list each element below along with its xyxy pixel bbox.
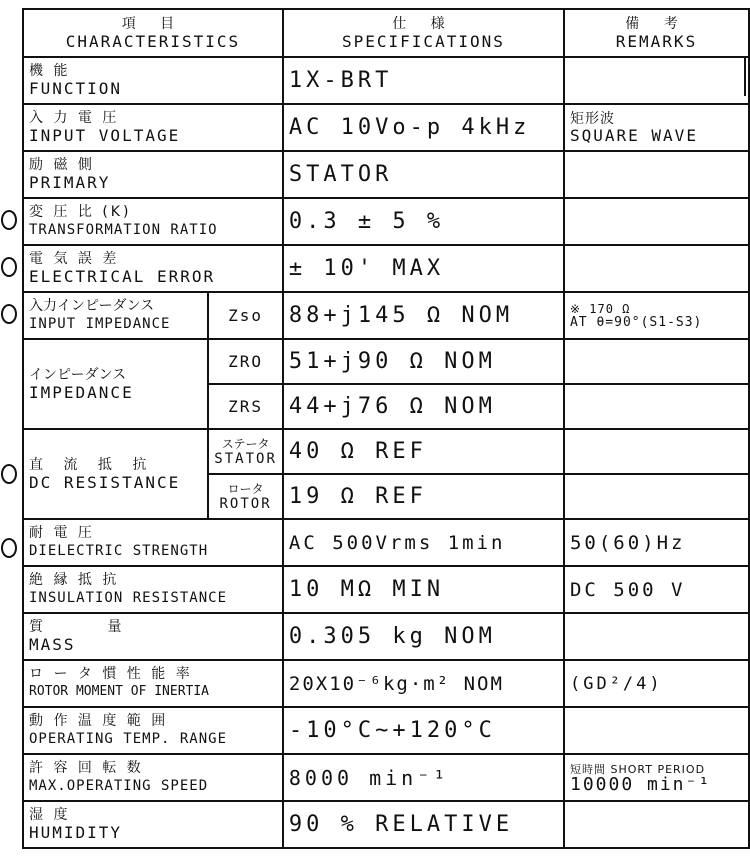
operating-temp-label-en: OPERATING TEMP. RANGE — [29, 731, 228, 747]
humidity-label — [23, 801, 283, 848]
dc-resistance-stator-jp: ステータ — [221, 436, 270, 451]
impedance-zro-symbol: ZRO — [208, 339, 283, 384]
dc-resistance-rotor-spec: 19 Ω REF — [283, 474, 564, 519]
check-circle-electrical-error — [1, 257, 17, 277]
specifications-header-en: SPECIFICATIONS — [342, 31, 505, 51]
dielectric-strength-remark: 50(60)Hz — [564, 519, 749, 566]
rotor-moment-spec: 20X10⁻⁶kg·m² NOM — [283, 660, 564, 707]
dc-resistance-label — [23, 429, 208, 519]
check-circle-dielectric-strength — [1, 538, 17, 558]
primary-spec: STATOR — [283, 151, 564, 198]
insulation-resistance-label — [23, 566, 283, 613]
electrical-error-label-jp: 電 気 誤 差 — [29, 251, 120, 267]
transformation-ratio-remark — [564, 198, 749, 245]
transformation-ratio-spec: 0.3 ± 5 % — [283, 198, 564, 245]
input-impedance-label-jp: 入力インピーダンス — [29, 298, 155, 314]
insulation-resistance-label-jp: 絶 縁 抵 抗 — [29, 572, 120, 588]
specifications-header — [283, 9, 564, 57]
check-circle-dc-resistance — [1, 464, 17, 484]
transformation-ratio-label-jp: 変 圧 比 (K) — [29, 204, 132, 220]
table-row — [23, 151, 749, 198]
primary-label-jp: 励 磁 側 — [29, 157, 95, 173]
input-impedance-remark — [564, 292, 749, 339]
characteristics-header-jp: 項 目 — [121, 15, 185, 32]
humidity-spec: 90 % RELATIVE — [283, 801, 564, 848]
characteristics-header — [23, 9, 283, 57]
max-speed-remark-value: 10000 min⁻¹ — [569, 773, 712, 795]
humidity-label-en: HUMIDITY — [29, 823, 123, 842]
header-row — [23, 9, 749, 57]
table-row — [23, 429, 749, 474]
primary-remark — [564, 151, 749, 198]
table-row — [23, 613, 749, 660]
electrical-error-remark — [564, 245, 749, 292]
transformation-ratio-label — [23, 198, 283, 245]
specifications-table — [22, 8, 750, 849]
characteristics-header-en: CHARACTERISTICS — [65, 31, 241, 51]
table-row — [23, 801, 749, 848]
remarks-header-jp: 備 考 — [625, 15, 688, 32]
table-row — [23, 57, 749, 104]
impedance-label-en: IMPEDANCE — [29, 382, 134, 402]
dc-resistance-rotor-label — [208, 474, 283, 519]
input-impedance-label — [23, 292, 208, 339]
function-label-en: FUNCTION — [29, 79, 123, 98]
dc-resistance-label-en: DC RESISTANCE — [29, 472, 181, 492]
input-impedance-symbol: Zso — [208, 292, 283, 339]
impedance-zro-spec: 51+j90 Ω NOM — [283, 339, 564, 384]
input-voltage-remark — [564, 104, 749, 151]
table-row — [23, 339, 749, 384]
dielectric-strength-label — [23, 519, 283, 566]
remarks-header-en: REMARKS — [615, 31, 698, 51]
insulation-resistance-remark: DC 500 V — [564, 566, 749, 613]
check-circle-input-impedance — [1, 304, 17, 324]
function-label-jp: 機 能 — [29, 63, 71, 79]
input-voltage-label-jp: 入 力 電 圧 — [29, 110, 120, 126]
dc-resistance-stator-spec: 40 Ω REF — [283, 429, 564, 474]
dc-resistance-stator-remark — [564, 429, 749, 474]
input-voltage-remark-jp: 矩形波 — [569, 111, 615, 127]
table-row — [23, 754, 749, 801]
input-voltage-remark-en: SQUARE WAVE — [569, 126, 698, 145]
max-speed-label-jp: 許 容 回 転 数 — [29, 760, 144, 776]
impedance-zro-remark — [564, 339, 749, 384]
table-row — [23, 245, 749, 292]
mass-label — [23, 613, 283, 660]
electrical-error-spec: ± 10' MAX — [283, 245, 564, 292]
table-row — [23, 707, 749, 754]
mass-spec: 0.305 kg NOM — [283, 613, 564, 660]
table-row — [23, 566, 749, 613]
impedance-zrs-symbol: ZRS — [208, 384, 283, 429]
rotor-moment-label-jp: ロ ー タ 慣 性 能 率 — [29, 666, 193, 682]
input-voltage-label-en: INPUT VOLTAGE — [29, 126, 181, 145]
impedance-label — [23, 339, 208, 429]
dielectric-strength-label-jp: 耐 電 圧 — [29, 525, 95, 541]
dielectric-strength-spec: AC 500Vrms 1min — [283, 519, 564, 566]
impedance-label-jp: インピーダンス — [29, 366, 127, 383]
insulation-resistance-spec: 10 MΩ MIN — [283, 566, 564, 613]
primary-label-en: PRIMARY — [29, 173, 111, 192]
remarks-header — [564, 9, 749, 57]
input-impedance-remark-note: ※ 170 Ω — [569, 301, 631, 316]
electrical-error-label — [23, 245, 283, 292]
input-impedance-remark-condition: AT θ=90°(S1-S3) — [569, 314, 703, 330]
dc-resistance-rotor-en: ROTOR — [219, 495, 272, 512]
max-speed-label-en: MAX.OPERATING SPEED — [29, 778, 209, 794]
input-impedance-label-en: INPUT IMPEDANCE — [29, 316, 171, 332]
dc-resistance-rotor-remark — [564, 474, 749, 519]
table-row — [23, 292, 749, 339]
operating-temp-label — [23, 707, 283, 754]
function-remark — [564, 57, 749, 104]
max-speed-spec: 8000 min⁻¹ — [283, 754, 564, 801]
max-speed-remark — [564, 754, 749, 801]
dc-resistance-stator-en: STATOR — [214, 450, 277, 467]
electrical-error-label-en: ELECTRICAL ERROR — [29, 267, 216, 286]
mass-label-en: MASS — [29, 635, 76, 654]
mass-label-jp: 質 量 — [29, 619, 152, 635]
function-label — [23, 57, 283, 104]
dc-resistance-label-jp: 直 流 抵 抗 — [29, 456, 155, 473]
dc-resistance-stator-label — [208, 429, 283, 474]
operating-temp-remark — [564, 707, 749, 754]
transformation-ratio-label-en: TRANSFORMATION RATIO — [29, 222, 218, 238]
input-voltage-spec: AC 10Vo-p 4kHz — [283, 104, 564, 151]
input-voltage-label — [23, 104, 283, 151]
table-row — [23, 104, 749, 151]
insulation-resistance-label-en: INSULATION RESISTANCE — [29, 590, 228, 606]
rotor-moment-remark: (GD²/4) — [564, 660, 749, 707]
table-row — [23, 198, 749, 245]
primary-label — [23, 151, 283, 198]
humidity-remark — [564, 801, 749, 848]
table-row — [23, 660, 749, 707]
operating-temp-spec: -10°C~+120°C — [283, 707, 564, 754]
check-circle-transformation-ratio — [1, 210, 17, 230]
table-row — [23, 519, 749, 566]
rotor-moment-label — [23, 660, 283, 707]
impedance-zrs-spec: 44+j76 Ω NOM — [283, 384, 564, 429]
impedance-zrs-remark — [564, 384, 749, 429]
humidity-label-jp: 湿 度 — [29, 807, 71, 823]
function-spec: 1X-BRT — [283, 57, 564, 104]
mass-remark — [564, 613, 749, 660]
dielectric-strength-label-en: DIELECTRIC STRENGTH — [29, 543, 209, 559]
specifications-header-jp: 仕 様 — [392, 15, 455, 32]
dc-resistance-rotor-jp: ロータ — [227, 481, 264, 496]
operating-temp-label-jp: 動 作 温 度 範 囲 — [29, 713, 169, 729]
input-impedance-spec: 88+j145 Ω NOM — [283, 292, 564, 339]
rotor-moment-label-en: ROTOR MOMENT OF INERTIA — [29, 684, 210, 699]
max-speed-label — [23, 754, 283, 801]
max-speed-remark-note: 短時間 SHORT PERIOD — [569, 762, 706, 776]
